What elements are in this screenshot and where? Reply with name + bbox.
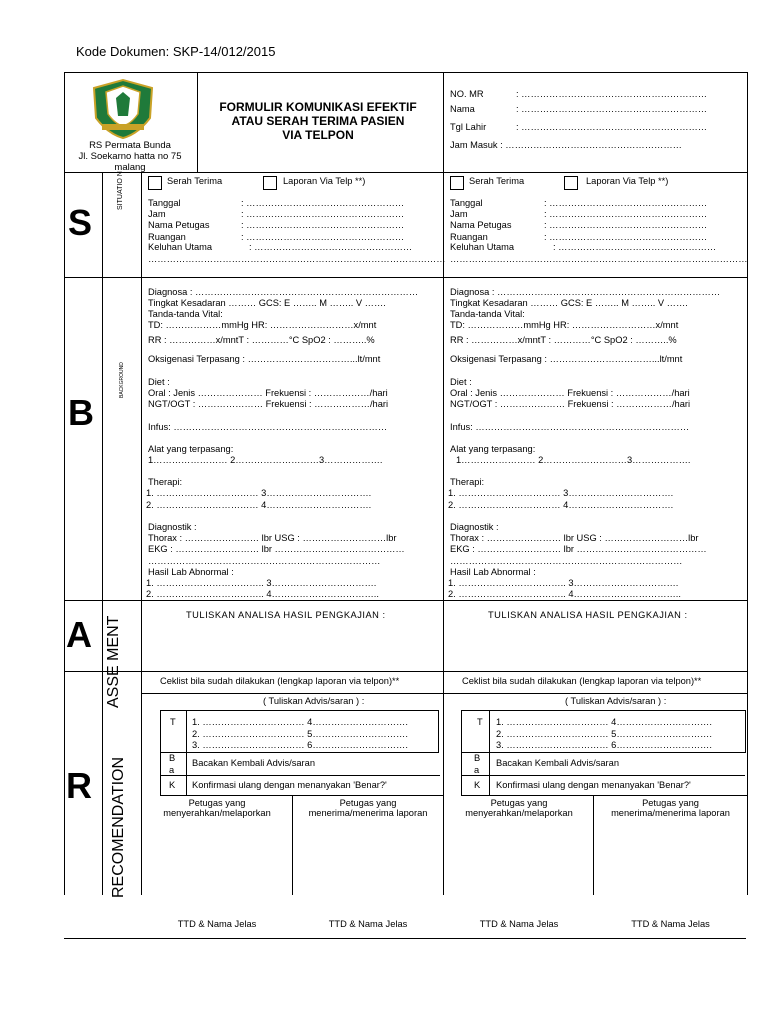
terapi-line-1[interactable]: 1. …………………………… 3……………………………. — [146, 488, 372, 498]
analisa-area-left[interactable] — [142, 622, 442, 670]
k-letter: K — [169, 780, 176, 790]
ruangan-field[interactable]: : …………………………………………… — [544, 232, 708, 242]
konfirmasi-label: Konfirmasi ulang dengan menanyakan 'Benar?' — [192, 780, 387, 790]
jam-masuk-field[interactable]: Jam Masuk : ………………………………………………… — [450, 140, 682, 150]
petugas-menyerahkan-l2: menyerahkan/melaporkan — [163, 808, 271, 818]
tanggal-label: Tanggal — [450, 198, 483, 208]
document-code: Kode Dokumen: SKP-14/012/2015 — [76, 44, 276, 59]
diet-label: Diet : — [148, 377, 170, 387]
advis-line-3[interactable]: 3. …………………………… 6…………………………. — [496, 740, 712, 750]
advis-heading: ( Tuliskan Advis/saran ) : — [565, 696, 667, 706]
section-letter-s: S — [68, 202, 93, 243]
infus-field[interactable]: Infus: …………………………………………………………… — [450, 422, 690, 432]
advis-line-1[interactable]: 1. …………………………… 4…………………………. — [192, 717, 408, 727]
ngt-field[interactable]: NGT/OGT : ………………… Frekuensi : ………………/hari — [148, 399, 389, 409]
ceklist-heading: Ceklist bila sudah dilakukan (lengkap laporan via telpon)** — [160, 676, 400, 686]
laporan-telp-checkbox[interactable] — [564, 176, 578, 190]
rr-spo2-field[interactable]: RR : ……………x/mntT : …………°C SpO2 : ………..% — [148, 335, 375, 345]
bacakan-label: Bacakan Kembali Advis/saran — [496, 758, 619, 768]
alat-field[interactable]: 1…………………… 2………………………3………………. — [148, 455, 383, 465]
konfirmasi-label: Konfirmasi ulang dengan menanyakan 'Benar?' — [496, 780, 691, 790]
diet-label: Diet : — [450, 377, 472, 387]
ttv-label: Tanda-tanda Vital: — [148, 309, 223, 319]
serah-terima-checkbox[interactable] — [450, 176, 464, 190]
b-letter: B — [169, 753, 176, 763]
petugas-menerima-l1: Petugas yang — [642, 798, 699, 808]
diagnostik-label: Diagnostik : — [450, 522, 499, 532]
td-hr-field[interactable]: TD: ………………mmHg HR: ………………………x/mnt — [148, 320, 377, 330]
ceklist-heading: Ceklist bila sudah dilakukan (lengkap laporan via telpon)** — [462, 676, 702, 686]
keluhan-extra-line[interactable]: …………………………………………………………………………………… — [148, 254, 446, 264]
section-letter-r: R — [66, 765, 92, 806]
laporan-telp-label: Laporan Via Telp **) — [283, 176, 366, 186]
advis-line-2[interactable]: 2. …………………………… 5…………………………. — [192, 729, 408, 739]
diagnosa-field[interactable]: Diagnosa : ……………………………………………………………… — [450, 287, 721, 297]
ruangan-label: Ruangan — [450, 232, 488, 242]
hospital-name: RS Permata Bunda Jl. Soekarno hatta no 75 malang — [78, 140, 182, 173]
diagnostik-label: Diagnostik : — [148, 522, 197, 532]
analisa-heading-left: TULISKAN ANALISA HASIL PENGKAJIAN : — [186, 610, 386, 620]
tanggal-field[interactable]: : …………………………………………… — [241, 198, 405, 208]
petugas-menyerahkan-l1: Petugas yang — [490, 798, 548, 808]
a-letter: a — [169, 765, 175, 775]
keluhan-label: Keluhan Utama — [450, 242, 515, 252]
background-label: BACKGROUND — [119, 362, 125, 398]
section-letter-b: B — [68, 392, 94, 433]
oksigenasi-field[interactable]: Oksigenasi Terpasang : ……………………………...lt/mnt — [148, 354, 381, 364]
nama-petugas-label: Nama Petugas — [148, 220, 210, 230]
advis-line-1[interactable]: 1. …………………………… 4…………………………. — [496, 717, 712, 727]
thorax-usg-field[interactable]: Thorax : …………………… lbr USG : ………………………lbr — [450, 533, 699, 543]
ruangan-field[interactable]: : …………………………………………… — [241, 232, 405, 242]
situation-label: SITUATIO N — [117, 171, 124, 210]
ttd-menyerahkan-right: TTD & Nama Jelas — [479, 919, 559, 929]
advis-line-3[interactable]: 3. …………………………… 6…………………………. — [192, 740, 408, 750]
td-hr-field[interactable]: TD: ………………mmHg HR: ………………………x/mnt — [450, 320, 679, 330]
kesadaran-field[interactable]: Tingkat Kesadaran ……… GCS: E …….. M …….. V ……. — [450, 298, 688, 308]
jam-label: Jam — [148, 209, 166, 219]
lab-label: Hasil Lab Abnormal : — [148, 567, 234, 577]
nama-label: Nama — [450, 104, 475, 114]
serah-terima-checkbox[interactable] — [148, 176, 162, 190]
ekg-extra-line[interactable]: ………………………………………………………………… — [450, 556, 683, 566]
ttv-label: Tanda-tanda Vital: — [450, 309, 525, 319]
ttd-menerima-left: TTD & Nama Jelas — [328, 919, 408, 929]
ngt-field[interactable]: NGT/OGT : ………………… Frekuensi : ………………/hari — [450, 399, 691, 409]
form-title: FORMULIR KOMUNIKASI EFEKTIF ATAU SERAH TERIMA PASIEN VIA TELPON — [219, 100, 417, 142]
bacakan-label: Bacakan Kembali Advis/saran — [192, 758, 315, 768]
terapi-label: Therapi: — [148, 477, 183, 487]
ekg-field[interactable]: EKG : ……………………… lbr …………………………………… — [450, 544, 707, 554]
keluhan-field[interactable]: : …………………………………………… — [249, 242, 413, 252]
jam-field[interactable]: : …………………………………………… — [544, 209, 708, 219]
t-letter: T — [477, 717, 483, 727]
alat-label: Alat yang terpasang: — [450, 444, 536, 454]
oral-field[interactable]: Oral : Jenis ………………… Frekuensi : ………………/hari — [148, 388, 388, 398]
keluhan-label: Keluhan Utama — [148, 242, 213, 252]
section-letter-a: A — [66, 614, 92, 655]
keluhan-extra-line[interactable]: …………………………………………………………………………………… — [450, 254, 748, 264]
nama-petugas-field[interactable]: : …………………………………………… — [241, 220, 405, 230]
ekg-field[interactable]: EKG : ……………………… lbr …………………………………… — [148, 544, 405, 554]
tgl-lahir-field[interactable]: : …………………………………………………… — [516, 122, 708, 132]
ttd-menyerahkan-left: TTD & Nama Jelas — [177, 919, 257, 929]
laporan-telp-checkbox[interactable] — [263, 176, 277, 190]
recomendation-label: RECOMENDATION — [110, 756, 127, 898]
jam-label: Jam — [450, 209, 468, 219]
terapi-line-2[interactable]: 2. …………………………… 4……………………………. — [146, 500, 372, 510]
nama-petugas-label: Nama Petugas — [450, 220, 512, 230]
thorax-usg-field[interactable]: Thorax : …………………… lbr USG : ………………………lbr — [148, 533, 397, 543]
serah-terima-label: Serah Terima — [167, 176, 223, 186]
rr-spo2-field[interactable]: RR : ……………x/mntT : …………°C SpO2 : ………..% — [450, 335, 677, 345]
tanggal-label: Tanggal — [148, 198, 181, 208]
petugas-menerima-l1: Petugas yang — [339, 798, 397, 808]
k-letter: K — [474, 780, 481, 790]
petugas-menerima-l2: menerima/menerima laporan — [308, 808, 428, 818]
hospital-logo — [88, 78, 158, 140]
laporan-telp-label: Laporan Via Telp **) — [586, 176, 669, 186]
serah-terima-label: Serah Terima — [469, 176, 525, 186]
advis-line-2[interactable]: 2. …………………………… 5…………………………. — [496, 729, 712, 739]
terapi-line-1[interactable]: 1. …………………………… 3……………………………. — [448, 488, 674, 498]
lab-line-1[interactable]: 1. …………………………….. 3……………………………. — [146, 578, 377, 588]
lab-line-2[interactable]: 2. …………………………….. 4…………………………….. — [146, 589, 379, 599]
infus-field[interactable]: Infus: …………………………………………………………… — [148, 422, 388, 432]
lab-label: Hasil Lab Abnormal : — [450, 567, 536, 577]
jam-field[interactable]: : …………………………………………… — [241, 209, 405, 219]
lab-line-2[interactable]: 2. …………………………….. 4…………………………….. — [448, 589, 681, 599]
oral-field[interactable]: Oral : Jenis ………………… Frekuensi : ………………/hari — [450, 388, 690, 398]
analisa-area-right[interactable] — [444, 622, 746, 670]
a-letter: a — [474, 765, 480, 775]
tanggal-field[interactable]: : …………………………………………… — [544, 198, 708, 208]
no-mr-label: NO. MR — [450, 89, 484, 99]
b-letter: B — [474, 753, 481, 763]
petugas-menerima-l2: menerima/menerima laporan — [611, 808, 730, 818]
no-mr-field[interactable]: : …………………………………………………… — [516, 89, 708, 99]
assessment-label: ASSE MENT — [105, 615, 122, 708]
advis-heading: ( Tuliskan Advis/saran ) : — [263, 696, 365, 706]
petugas-menyerahkan-l2: menyerahkan/melaporkan — [465, 808, 573, 818]
alat-field[interactable]: 1…………………… 2………………………3………………. — [456, 455, 691, 465]
terapi-label: Therapi: — [450, 477, 485, 487]
terapi-line-2[interactable]: 2. …………………………… 4……………………………. — [448, 500, 674, 510]
petugas-menyerahkan-l1: Petugas yang — [188, 798, 246, 808]
keluhan-field[interactable]: : …………………………………………… — [553, 242, 717, 252]
nama-petugas-field[interactable]: : …………………………………………… — [544, 220, 708, 230]
t-letter: T — [170, 717, 176, 727]
ekg-extra-line[interactable]: ………………………………………………………………… — [148, 556, 381, 566]
nama-field[interactable]: : …………………………………………………… — [516, 104, 708, 114]
lab-line-1[interactable]: 1. …………………………….. 3……………………………. — [448, 578, 679, 588]
diagnosa-field[interactable]: Diagnosa : ……………………………………………………………… — [148, 287, 419, 297]
analisa-heading-right: TULISKAN ANALISA HASIL PENGKAJIAN : — [488, 610, 688, 620]
ruangan-label: Ruangan — [148, 232, 186, 242]
tgl-lahir-label: Tgl Lahir — [450, 122, 487, 132]
oksigenasi-field[interactable]: Oksigenasi Terpasang : ……………………………...lt/mnt — [450, 354, 683, 364]
ttd-menerima-right: TTD & Nama Jelas — [631, 919, 710, 929]
kesadaran-field[interactable]: Tingkat Kesadaran ……… GCS: E …….. M …….. V ……. — [148, 298, 386, 308]
alat-label: Alat yang terpasang: — [148, 444, 234, 454]
